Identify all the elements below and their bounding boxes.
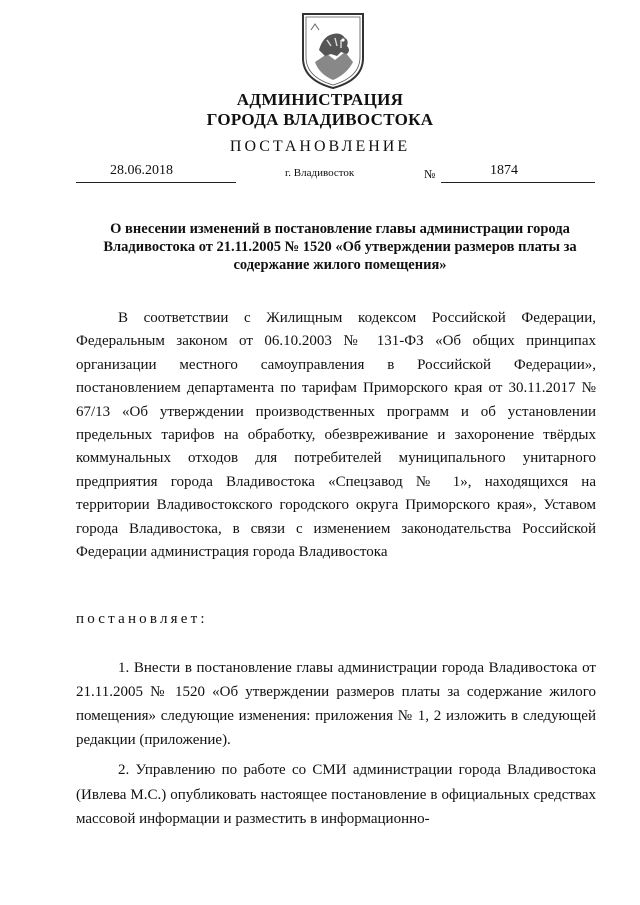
document-date: 28.06.2018 xyxy=(110,163,173,178)
document-number: 1874 xyxy=(490,163,518,178)
document-type: ПОСТАНОВЛЕНИЕ xyxy=(229,138,411,155)
org-title-line2: ГОРОДА ВЛАДИВОСТОКА xyxy=(206,110,434,129)
item-2-paragraph: 2. Управлению по работе со СМИ администрации города Владивостока (Ивлева М.С.) опубликовать настоящее постановление в официальных средствах массовой информации и разместить в информационно- xyxy=(76,762,596,827)
document-title: О внесении изменений в постановление главы администрации города Владивостока от 21.11.2005 № 1520 «Об утверждении размеров платы за содержание жилого помещения» xyxy=(103,221,577,273)
org-title-line1: АДМИНИСТРАЦИЯ xyxy=(236,90,404,109)
item-1-paragraph: 1. Внести в постановление главы администрации города Владивостока от 21.11.2005 № 1520 «Об утверждении размеров платы за содержание жилого помещения» следующие изменения: приложения № 1, 2 изложить в следующей редакции (приложение). xyxy=(76,660,596,748)
date-underline xyxy=(76,182,236,183)
decree-word: постановляет: xyxy=(76,611,208,627)
number-sign: № xyxy=(424,167,436,181)
number-underline xyxy=(441,182,595,183)
preamble-paragraph: В соответствии с Жилищным кодексом Российской Федерации, Федеральным законом от 06.10.2003 № 131-ФЗ «Об общих принципах организации местного самоуправления в Российской Федерации», постановлением департамента по тарифам Приморского края от 30.11.2017 № 67/13 «Об утверждении производственных программ и об установлении предельных тарифов на обработку, обезвреживание и захоронение твёрдых коммунальных отходов для потребителей муниципального унитарного предприятия города Владивостока «Спецзавод № 1», находящихся на территории Владивостокского городского округа Приморского края», Уставом города Владивостока, в связи с изменением законодательства Российской Федерации администрация города Владивостока xyxy=(76,310,596,561)
tiger-coat-of-arms-icon xyxy=(297,10,369,90)
document-city: г. Владивосток xyxy=(285,167,355,179)
